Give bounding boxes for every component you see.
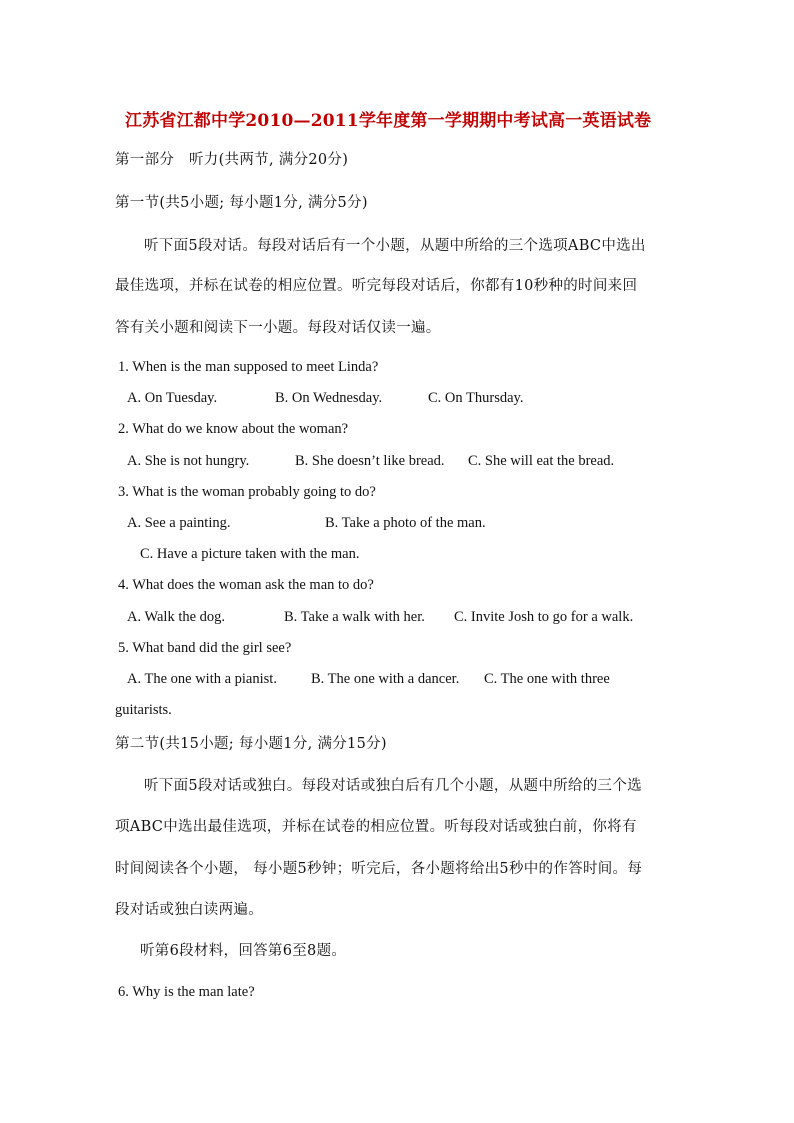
option-c: C. The one with three [484,671,610,687]
question-2: 2. What do we know about the woman? [118,421,349,437]
section1-instruction-line: 答有关小题和阅读下一小题。每段对话仅读一遍。 [115,320,441,336]
option-a: A. Walk the dog. [127,609,226,625]
option-b: B. She doesn’t like bread. [295,453,445,469]
option-c: C. Have a picture taken with the man. [140,546,360,562]
question-1: 1. When is the man supposed to meet Linda? [118,359,379,375]
section2-instruction-line: 项ABC中选出最佳选项，并标在试卷的相应位置。听每段对话或独白前，你将有 [115,819,637,835]
option-a: A. See a painting. [127,515,231,531]
question-5: 5. What band did the girl see? [118,640,292,656]
option-a: A. She is not hungry. [127,453,250,469]
material-note: 听第6段材料，回答第6至8题。 [140,943,347,959]
option-c: C. Invite Josh to go for a walk. [454,609,634,625]
section2-heading: 第二节(共15小题; 每小题1分, 满分15分) [115,736,387,752]
question-3: 3. What is the woman probably going to do? [118,484,376,500]
section1-instruction-line: 最佳选项，并标在试卷的相应位置。听完每段对话后，你都有10秒种的时间来回 [115,278,638,294]
question-6: 6. Why is the man late? [118,984,255,1000]
option-b: B. The one with a dancer. [311,671,460,687]
option-c: C. She will eat the bread. [468,453,615,469]
option-b: B. On Wednesday. [275,390,383,406]
part1-heading: 第一部分 听力(共两节, 满分20分) [115,152,349,168]
section2-instruction-line: 听下面5段对话或独白。每段对话或独白后有几个小题，从题中所给的三个选 [144,778,642,794]
option-c: C. On Thursday. [428,390,524,406]
question-4: 4. What does the woman ask the man to do? [118,577,374,593]
option-a: A. On Tuesday. [127,390,218,406]
section2-instruction-line: 时间阅读各个小题， 每小题5秒钟；听完后，各小题将给出5秒中的作答时间。每 [115,861,643,877]
section1-instruction-line: 听下面5段对话。每段对话后有一个小题，从题中所给的三个选项ABC中选出 [144,238,646,254]
option-b: B. Take a photo of the man. [325,515,486,531]
option-c-continuation: guitarists. [115,702,172,718]
page-title: 江苏省江都中学2010—2011学年度第一学期期中考试高一英语试卷 [125,111,652,131]
option-b: B. Take a walk with her. [284,609,425,625]
section2-instruction-line: 段对话或独白读两遍。 [115,902,263,918]
option-a: A. The one with a pianist. [127,671,277,687]
section1-heading: 第一节(共5小题; 每小题1分, 满分5分) [115,195,368,211]
